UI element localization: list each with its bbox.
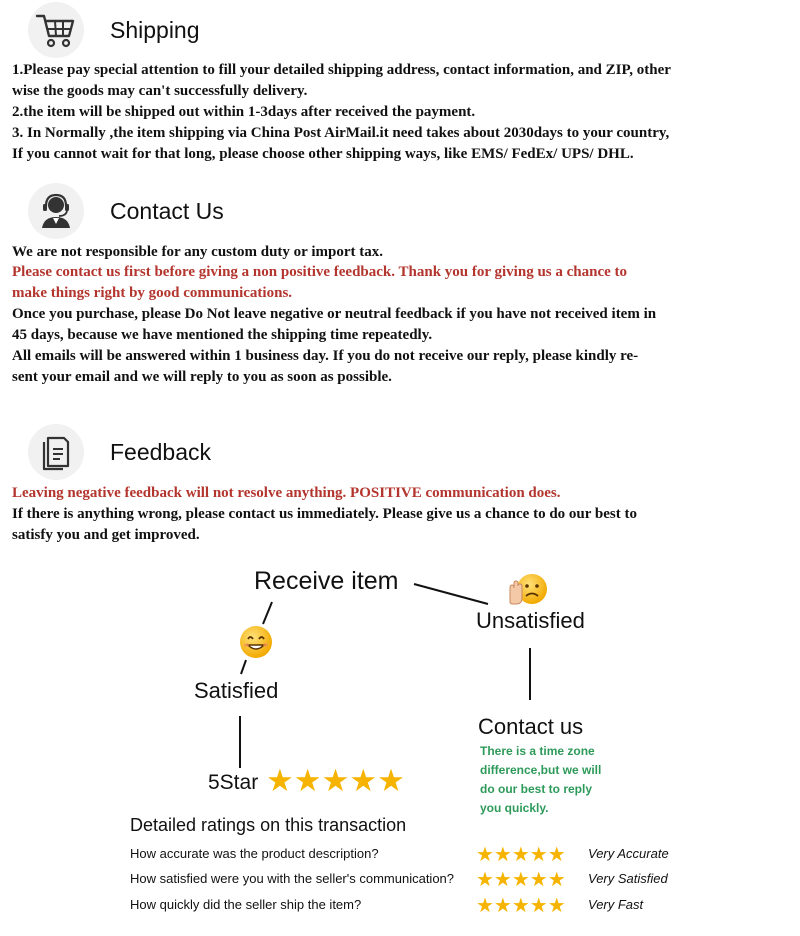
rating-stars: ★★★★★ — [476, 844, 566, 866]
connector-emoji-satisfied — [241, 660, 246, 674]
rating-row — [0, 871, 800, 895]
rating-label: Very Fast — [588, 897, 644, 912]
line-satisfied-5star — [239, 716, 241, 768]
shipping-line-3: 2.the item will be shipped out within 1-3days after received the payment. — [12, 104, 476, 120]
rating-stars: ★★★★★ — [476, 869, 566, 891]
rating-row — [0, 846, 800, 870]
contact-red-line-1: Please contact us first before giving a non positive feedback. Thank you for giving us a chance to — [12, 264, 628, 280]
rating-row — [0, 897, 800, 921]
shipping-title: Shipping — [110, 16, 200, 43]
happy-emoji-icon — [238, 624, 274, 660]
rating-stars: ★★★★★ — [476, 895, 566, 917]
shipping-line-1: 1.Please pay special attention to fill your detailed shipping address, contact information, and ZIP, other — [12, 62, 671, 78]
time-zone-line-2: difference,but we will — [480, 763, 602, 777]
unhappy-emoji-icon — [506, 572, 546, 608]
rating-question: How accurate was the product description? — [130, 846, 379, 861]
feedback-line-3: satisfy you and get improved. — [12, 527, 200, 543]
five-star-label: 5Star — [208, 771, 259, 794]
satisfied-label: Satisfied — [194, 678, 279, 703]
ratings-title: Detailed ratings on this transaction — [130, 815, 407, 835]
feedback-line-2: If there is anything wrong, please contact us immediately. Please give us a chance to do our best to — [12, 506, 637, 522]
time-zone-line-4: you quickly. — [480, 801, 549, 815]
contact-line-1: We are not responsible for any custom duty or import tax. — [12, 244, 383, 260]
feedback-title: Feedback — [110, 438, 212, 465]
contact-title: Contact Us — [110, 197, 224, 224]
connector-receive-satisfied — [263, 602, 272, 624]
unsatisfied-label: Unsatisfied — [476, 608, 585, 633]
contact-line-6: sent your email and we will reply to you as soon as possible. — [12, 369, 392, 385]
shipping-line-5: If you cannot wait for that long, please choose other shipping ways, like EMS/ FedEx/ UPS/ DHL. — [12, 146, 634, 162]
shipping-line-4: 3. In Normally ,the item shipping via China Post AirMail.it need takes about 2030days to your country, — [12, 125, 670, 141]
feedback-red-line: Leaving negative feedback will not resolve anything. POSITIVE communication does. — [12, 485, 561, 501]
rating-question: How quickly did the seller ship the item? — [130, 897, 362, 912]
connector-receive-unsatisfied — [414, 584, 488, 604]
rating-question: How satisfied were you with the seller's communication? — [130, 871, 455, 886]
contact-red-line-2: make things right by good communications. — [12, 285, 293, 301]
line-unsatisfied-contact — [529, 648, 531, 700]
receive-item-label: Receive item — [254, 567, 399, 595]
contact-line-3: Once you purchase, please Do Not leave negative or neutral feedback if you have not received item in — [12, 306, 657, 322]
rating-label: Very Accurate — [588, 846, 669, 861]
time-zone-line-1: There is a time zone — [480, 744, 595, 758]
five-star-rating-stars: ★★★★★ — [266, 763, 405, 798]
time-zone-note — [480, 742, 601, 818]
contact-us-label: Contact us — [478, 714, 584, 739]
shipping-line-2: wise the goods may can't successfully delivery. — [12, 83, 308, 99]
contact-line-4: 45 days, because we have mentioned the shipping time repeatedly. — [12, 327, 433, 343]
contact-line-5: All emails will be answered within 1 business day. If you do not receive our reply, please kindly re- — [12, 348, 639, 364]
rating-label: Very Satisfied — [588, 871, 668, 886]
time-zone-line-3: do our best to reply — [480, 782, 593, 796]
